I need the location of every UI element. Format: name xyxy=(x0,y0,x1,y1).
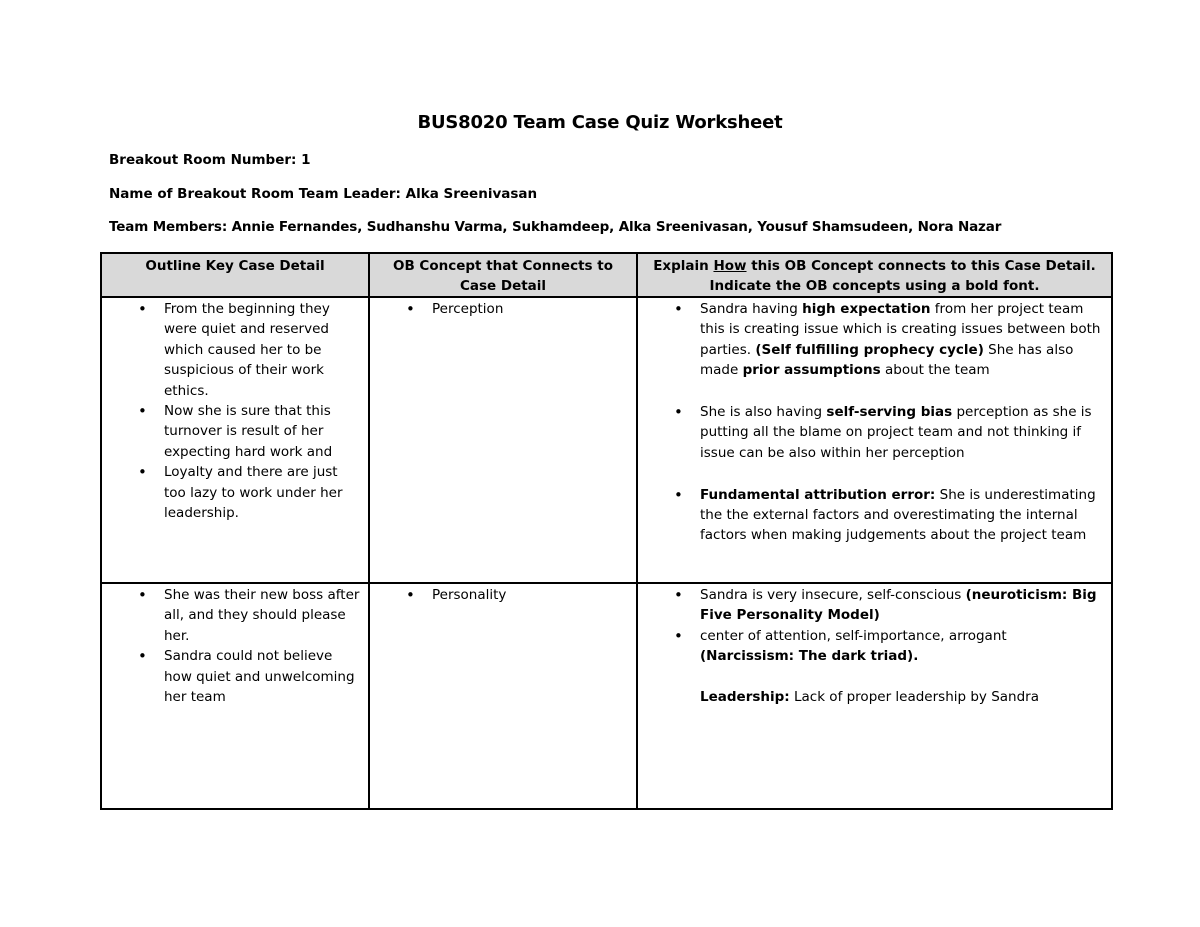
table-header-row xyxy=(101,253,1112,297)
table-row xyxy=(101,297,1112,583)
table-row xyxy=(101,583,1112,809)
ob-concept-cell xyxy=(369,297,637,583)
header-explain-pre: Explain xyxy=(653,258,714,274)
header-outline-key-case-detail: Outline Key Case Detail xyxy=(101,253,369,297)
header-ob-concept: OB Concept that Connects to Case Detail xyxy=(369,253,637,297)
case-detail-cell xyxy=(101,583,369,809)
explanation-cell xyxy=(637,297,1112,583)
list-item: • Fundamental attribution error: She is underestimating the the external factors and overestimating the internal factors when making judgements about the project team xyxy=(638,485,1111,546)
list-item: • Now she is sure that this turnover is result of her expecting hard work and xyxy=(102,401,368,462)
header-explain xyxy=(637,253,1112,297)
header-explain-post: this OB Concept connects to this Case Detail. xyxy=(746,258,1096,274)
list-item: • Sandra could not believe how quiet and unwelcoming her team xyxy=(102,646,368,707)
list-item: • Sandra having high expectation from her project team this is creating issue which is creating issues between both parties. (Self fulfilling prophecy cycle) She has also made prior assumptions about the team xyxy=(638,299,1111,381)
team-members: Team Members: Annie Fernandes, Sudhanshu Varma, Sukhamdeep, Alka Sreenivasan, Yousuf Shamsudeen, Nora Nazar xyxy=(109,219,1002,235)
list-item: • Sandra is very insecure, self-conscious (neuroticism: Big Five Personality Model) xyxy=(638,585,1111,626)
breakout-room-number: Breakout Room Number: 1 xyxy=(109,152,311,168)
list-item: • Perception xyxy=(370,299,636,319)
header-explain-how: How xyxy=(713,258,747,274)
list-item: • Personality xyxy=(370,585,636,605)
list-item: • From the beginning they were quiet and reserved which caused her to be suspicious of their work ethics. xyxy=(102,299,368,401)
list-item: • center of attention, self-importance, arrogant (Narcissism: The dark triad). xyxy=(638,626,1111,667)
leadership-note: Leadership: Lack of proper leadership by Sandra xyxy=(700,689,1040,706)
list-item: • She was their new boss after all, and they should please her. xyxy=(102,585,368,646)
case-quiz-table xyxy=(100,252,1113,810)
team-leader: Name of Breakout Room Team Leader: Alka Sreenivasan xyxy=(109,186,538,202)
case-detail-cell xyxy=(101,297,369,583)
list-item: • Loyalty and there are just too lazy to work under her leadership. xyxy=(102,462,368,523)
page-title: BUS8020 Team Case Quiz Worksheet xyxy=(417,112,783,133)
header-explain-line2: Indicate the OB concepts using a bold font. xyxy=(709,278,1040,294)
ob-concept-cell xyxy=(369,583,637,809)
explanation-cell xyxy=(637,583,1112,809)
list-item: • She is also having self-serving bias perception as she is putting all the blame on project team and not thinking if issue can be also within her perception xyxy=(638,402,1111,463)
